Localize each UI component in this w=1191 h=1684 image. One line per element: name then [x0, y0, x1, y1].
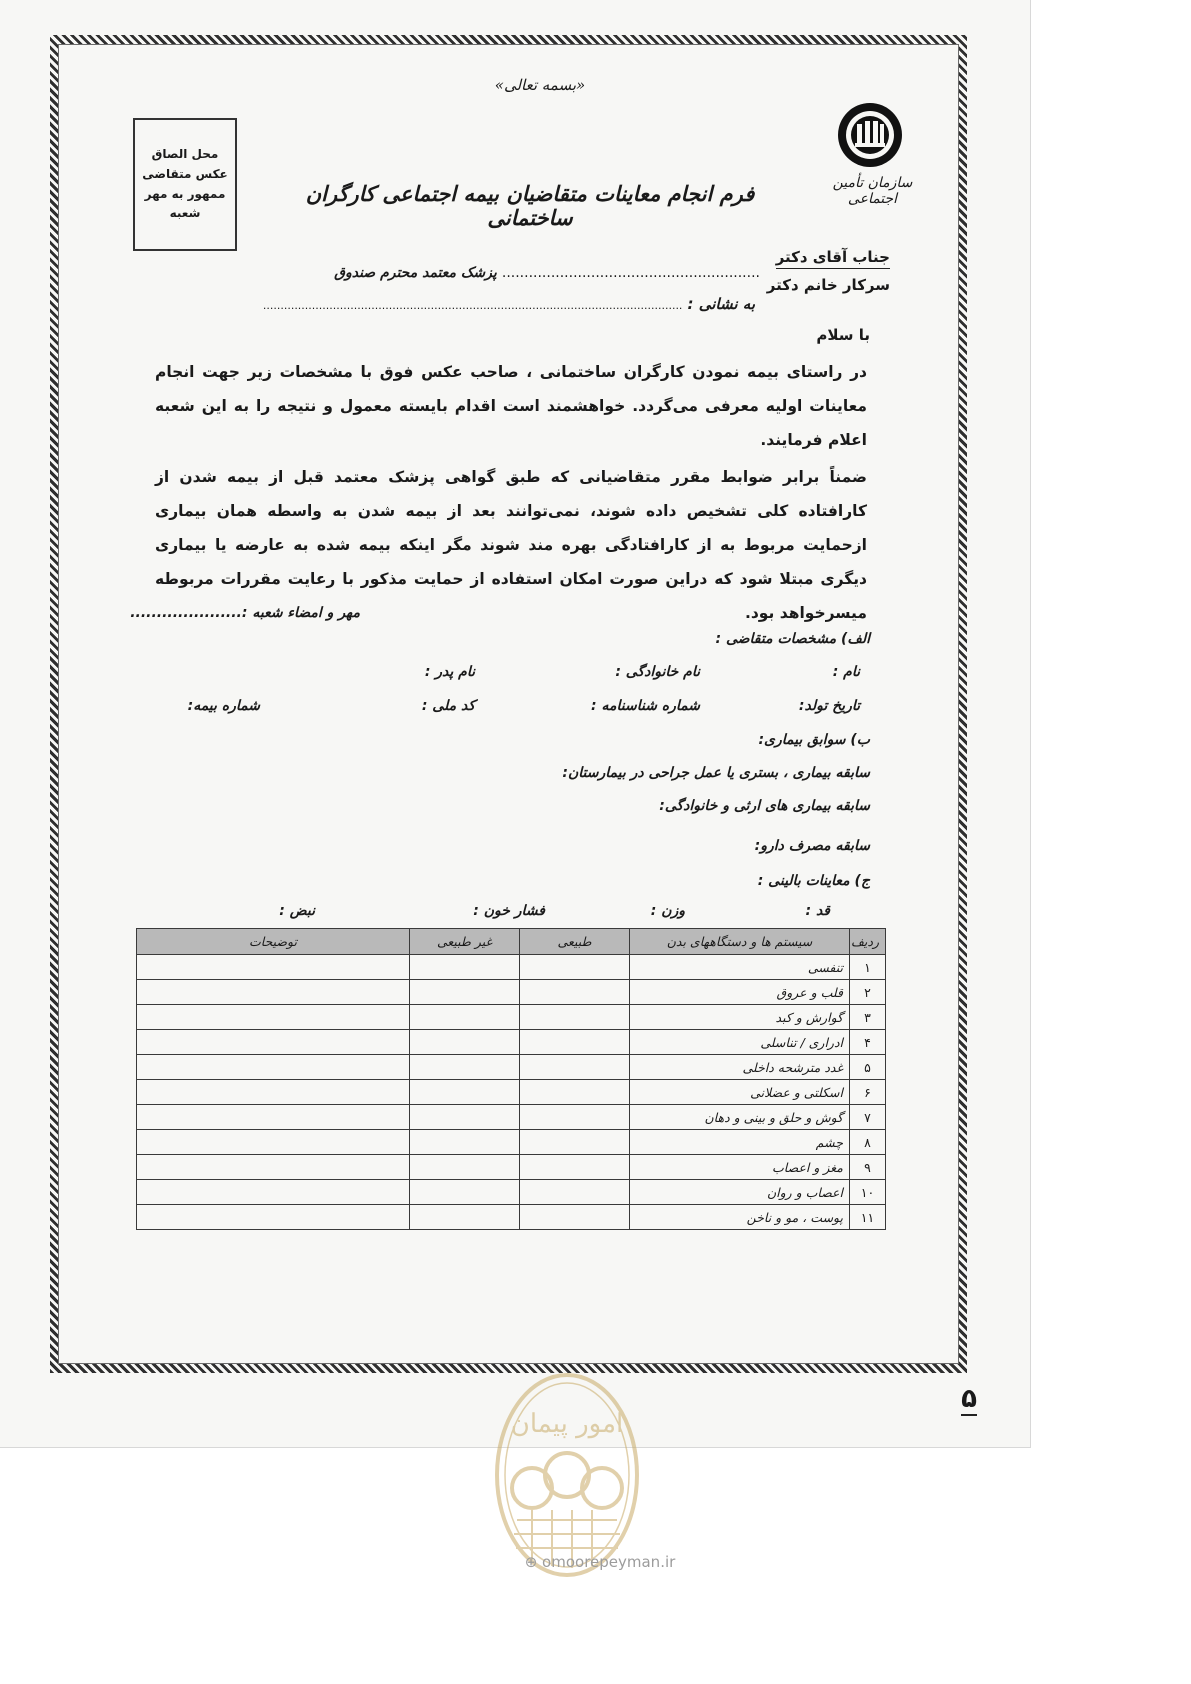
- table-row: [137, 1105, 886, 1130]
- notes-cell[interactable]: [137, 1205, 410, 1230]
- row-system: گوارش و کبد: [630, 1005, 850, 1030]
- normal-cell[interactable]: [520, 1030, 630, 1055]
- abnormal-cell[interactable]: [410, 1155, 520, 1180]
- normal-cell[interactable]: [520, 980, 630, 1005]
- table-row: [137, 1055, 886, 1080]
- row-system: چشم: [630, 1130, 850, 1155]
- table-row: [137, 1080, 886, 1105]
- table-row: [137, 1155, 886, 1180]
- exam-table: [136, 928, 886, 1230]
- birth-date-label: تاریخ تولد:: [798, 698, 860, 714]
- abnormal-cell[interactable]: [410, 955, 520, 980]
- history-hospital-label: سابقه بیماری ، بستری یا عمل جراحی در بیمارستان:: [562, 765, 870, 781]
- photo-box-line: عکس متقاضی: [142, 166, 228, 181]
- abnormal-cell[interactable]: [410, 1180, 520, 1205]
- trusted-doctor-line: [320, 262, 760, 281]
- col-header-normal: طبیعی: [520, 929, 630, 955]
- abnormal-cell[interactable]: [410, 980, 520, 1005]
- notes-cell[interactable]: [137, 1055, 410, 1080]
- first-name-label: نام :: [832, 664, 860, 680]
- normal-cell[interactable]: [520, 1180, 630, 1205]
- abnormal-cell[interactable]: [410, 1005, 520, 1030]
- notes-cell[interactable]: [137, 1105, 410, 1130]
- globe-icon: ⊕: [524, 1553, 538, 1571]
- address-label: به نشانی :: [687, 295, 755, 313]
- table-row: [137, 1180, 886, 1205]
- row-system: تنفسی: [630, 955, 850, 980]
- normal-cell[interactable]: [520, 1055, 630, 1080]
- photo-box: [133, 118, 237, 251]
- row-number: ۹: [850, 1155, 886, 1180]
- notes-cell[interactable]: [137, 1030, 410, 1055]
- table-row: [137, 1205, 886, 1230]
- normal-cell[interactable]: [520, 1205, 630, 1230]
- row-number: ۶: [850, 1080, 886, 1105]
- weight-label: وزن :: [650, 903, 685, 919]
- photo-box-line: ممهور به مهر: [144, 186, 226, 201]
- insurance-number-label: شماره بیمه:: [187, 698, 260, 714]
- table-row: [137, 980, 886, 1005]
- normal-cell[interactable]: [520, 955, 630, 980]
- row-number: ۳: [850, 1005, 886, 1030]
- table-row: [137, 955, 886, 980]
- row-system: اعصاب و روان: [630, 1180, 850, 1205]
- abnormal-cell[interactable]: [410, 1130, 520, 1155]
- greeting: با سلام: [816, 326, 870, 344]
- address-line: [205, 294, 755, 313]
- table-row: [137, 1005, 886, 1030]
- abnormal-cell[interactable]: [410, 1080, 520, 1105]
- row-number: ۱۱: [850, 1205, 886, 1230]
- form-title: فرم انجام معاینات متقاضیان بیمه اجتماعی کارگران ساختمانی: [305, 182, 755, 230]
- row-system: گوش و حلق و بینی و دهان: [630, 1105, 850, 1130]
- abnormal-cell[interactable]: [410, 1030, 520, 1055]
- table-header-row: [137, 929, 886, 955]
- col-header-notes: توضیحات: [137, 929, 410, 955]
- history-medication-label: سابقه مصرف دارو:: [754, 838, 870, 854]
- row-system: مغز و اعصاب: [630, 1155, 850, 1180]
- letter-paragraph-2: ضمناً برابر ضوابط مقرر متقاضیانی که طبق گواهی پزشک معتمد قبل از بیمه شدن از کارافتاده کلی تشخیص داده شوند، نمی‌توانند بعد از بیمه شدن به واسطه همان بیماری ازحمایت مربوط به از کارافتادگی بهره مند شوند مگر اینکه بیمه شده به عارضه یا بیماری دیگری مبتلا شود که دراین صورت امکان استفاده از حمایت مذکور با رعایت مقررات مربوطه میسرخواهد بود.: [155, 468, 867, 622]
- normal-cell[interactable]: [520, 1130, 630, 1155]
- history-section-title: ب) سوابق بیماری:: [758, 732, 870, 748]
- row-number: ۱: [850, 955, 886, 980]
- abnormal-cell[interactable]: [410, 1105, 520, 1130]
- applicant-section-title: الف) مشخصات متقاضی :: [715, 631, 870, 647]
- normal-cell[interactable]: [520, 1155, 630, 1180]
- row-system: غدد مترشحه داخلی: [630, 1055, 850, 1080]
- row-system: اسکلتی و عضلانی: [630, 1080, 850, 1105]
- normal-cell[interactable]: [520, 1105, 630, 1130]
- national-code-label: کد ملی :: [421, 698, 475, 714]
- stamp-signature: مهر و امضاء شعبه :.....................: [130, 605, 360, 621]
- mrs-doctor-label: سرکار خانم دکتر: [766, 276, 890, 294]
- father-name-label: نام پدر :: [424, 664, 475, 680]
- website-text: omoorepeyman.ir: [542, 1553, 676, 1571]
- row-number: ۱۰: [850, 1180, 886, 1205]
- row-number: ۵: [850, 1055, 886, 1080]
- social-security-logo-icon: [835, 100, 905, 170]
- normal-cell[interactable]: [520, 1005, 630, 1030]
- row-number: ۲: [850, 980, 886, 1005]
- doctor-name-dots: ..........................................................: [501, 265, 760, 281]
- last-name-label: نام خانوادگی :: [615, 664, 700, 680]
- notes-cell[interactable]: [137, 1180, 410, 1205]
- notes-cell[interactable]: [137, 1130, 410, 1155]
- photo-box-line: شعبه: [169, 206, 201, 221]
- blood-pressure-label: فشار خون :: [473, 903, 545, 919]
- row-number: ۴: [850, 1030, 886, 1055]
- height-label: قد :: [805, 903, 830, 919]
- notes-cell[interactable]: [137, 955, 410, 980]
- seal-text: امور پیمان: [510, 1409, 624, 1439]
- pulse-label: نبض :: [279, 903, 315, 919]
- trusted-doctor-label: پزشک معتمد محترم صندوق: [334, 265, 497, 281]
- clinical-section-title: ج) معاینات بالینی :: [757, 873, 870, 889]
- col-header-row-number: ردیف: [850, 929, 886, 955]
- bismillah: «بسمه تعالی»: [494, 76, 586, 94]
- notes-cell[interactable]: [137, 1155, 410, 1180]
- notes-cell[interactable]: [137, 1005, 410, 1030]
- website-footer: [500, 1553, 700, 1571]
- id-number-label: شماره شناسنامه :: [591, 698, 700, 714]
- col-header-system: سیستم ها و دستگاههای بدن: [630, 929, 850, 955]
- history-hereditary-label: سابقه بیماری های ارثی و خانوادگی:: [659, 798, 870, 814]
- page-number: ۵: [961, 1384, 977, 1414]
- col-header-abnormal: غیر طبیعی: [410, 929, 520, 955]
- normal-cell[interactable]: [520, 1080, 630, 1105]
- abnormal-cell[interactable]: [410, 1205, 520, 1230]
- table-row: [137, 1030, 886, 1055]
- photo-box-line: محل الصاق: [151, 146, 219, 161]
- row-system: پوست ، مو و ناخن: [630, 1205, 850, 1230]
- letter-paragraph-1: در راستای بیمه نمودن کارگران ساختمانی ، صاحب عکس فوق با مشخصات زیر جهت انجام معاینات اولیه معرفی می‌گردد. خواهشمند است اقدام بایسته معمول و نتیجه را به این شعبه اعلام فرمایند.: [155, 363, 867, 449]
- table-row: [137, 1130, 886, 1155]
- mr-doctor-label: جناب آقای دکتر: [700, 248, 890, 266]
- row-number: ۷: [850, 1105, 886, 1130]
- notes-cell[interactable]: [137, 980, 410, 1005]
- row-system: قلب و عروق: [630, 980, 850, 1005]
- row-number: ۸: [850, 1130, 886, 1155]
- abnormal-cell[interactable]: [410, 1055, 520, 1080]
- row-system: ادراری / تناسلی: [630, 1030, 850, 1055]
- org-name: سازمان تأمین اجتماعی: [832, 175, 913, 207]
- notes-cell[interactable]: [137, 1080, 410, 1105]
- address-dots: ........................................................................................................................: [262, 299, 683, 312]
